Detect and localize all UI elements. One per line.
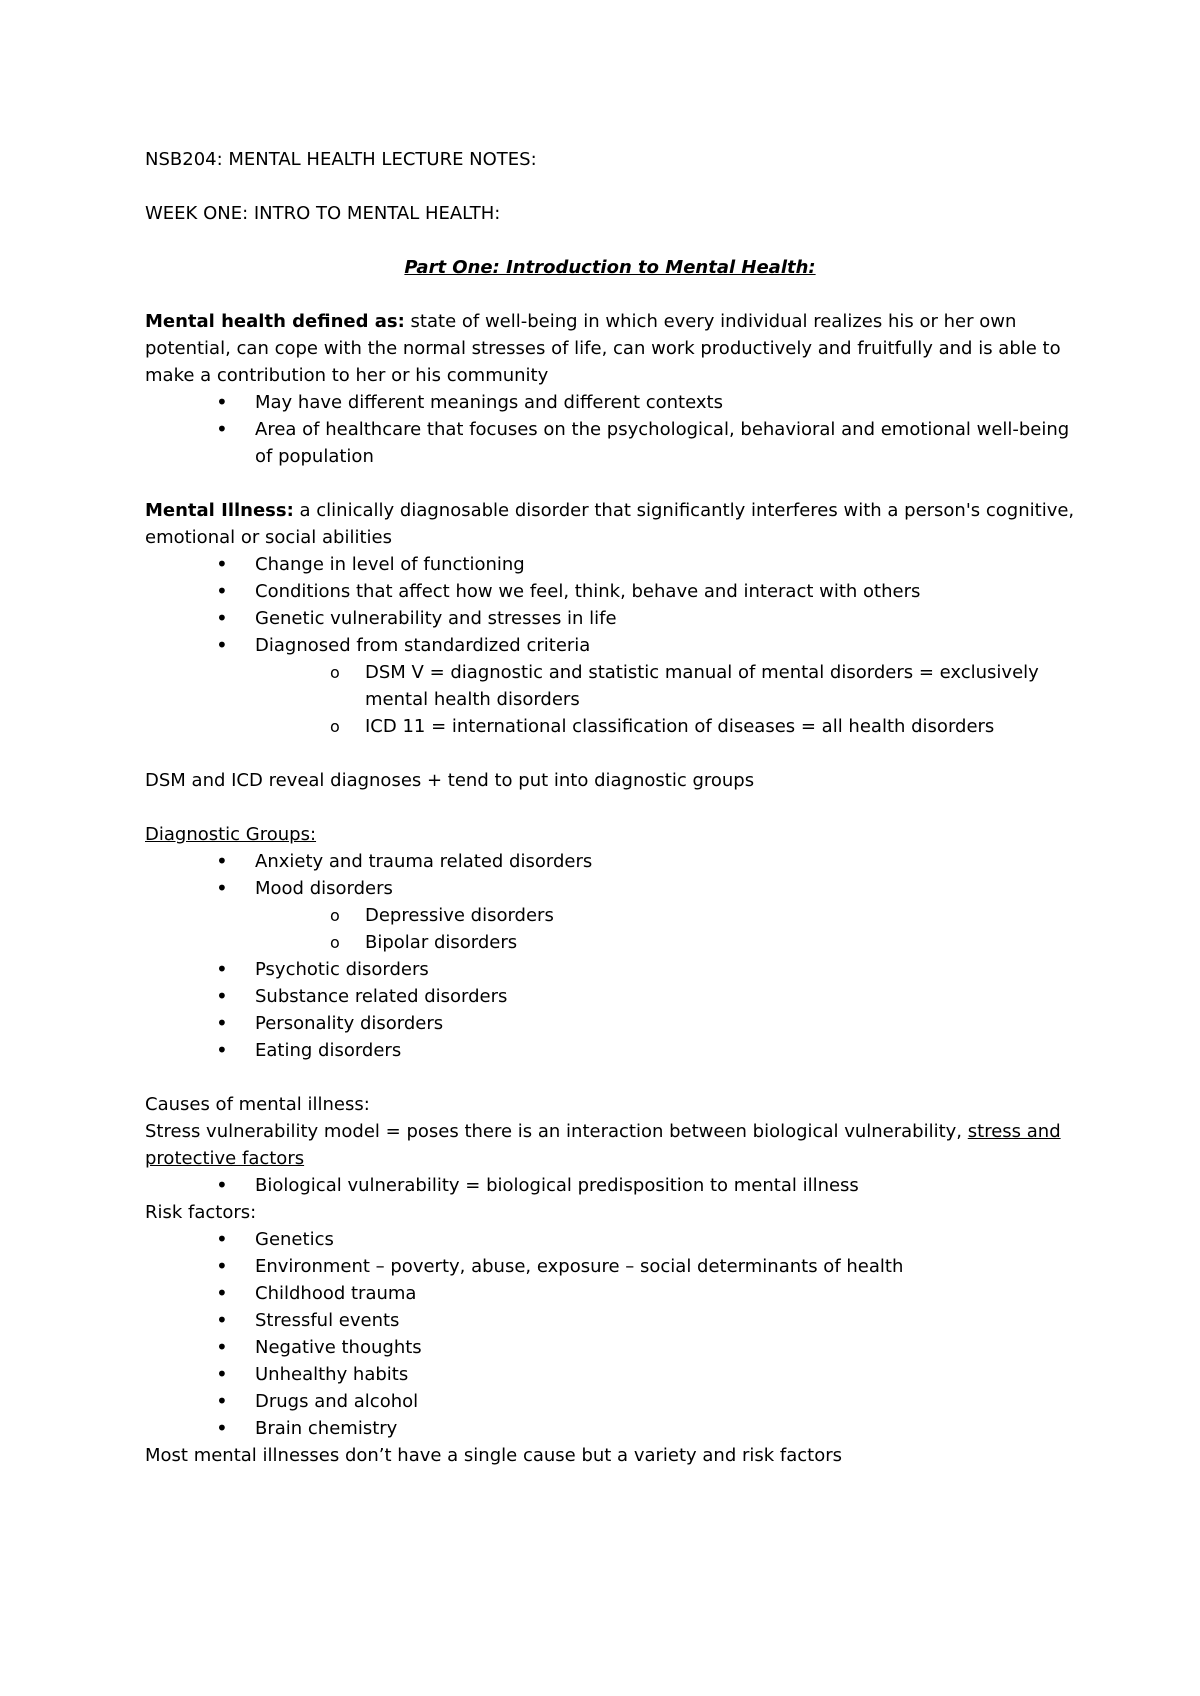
list-item: • Substance related disorders bbox=[145, 983, 1075, 1010]
biological-vulnerability-list bbox=[145, 1172, 1075, 1199]
classification-sub-bullets bbox=[145, 659, 1075, 740]
mental-illness-definition bbox=[145, 497, 1075, 551]
list-item: • Change in level of functioning bbox=[145, 551, 1075, 578]
list-item: • Psychotic disorders bbox=[145, 956, 1075, 983]
dsm-icd-line: DSM and ICD reveal diagnoses + tend to put into diagnostic groups bbox=[145, 770, 755, 791]
list-item: • Drugs and alcohol bbox=[145, 1388, 1075, 1415]
list-item: • Negative thoughts bbox=[145, 1334, 1075, 1361]
list-item: • Childhood trauma bbox=[145, 1280, 1075, 1307]
mental-health-definition bbox=[145, 308, 1075, 389]
mental-health-bullets bbox=[145, 389, 1075, 470]
list-item: • Stressful events bbox=[145, 1307, 1075, 1334]
risk-factors-heading: Risk factors: bbox=[145, 1202, 257, 1223]
list-item: • Mood disorders bbox=[145, 875, 1075, 902]
list-item: • Genetics bbox=[145, 1226, 1075, 1253]
closing-line: Most mental illnesses don’t have a single cause but a variety and risk factors bbox=[145, 1445, 843, 1466]
list-item: o ICD 11 = international classification of diseases = all health disorders bbox=[145, 713, 1075, 740]
stress-model-underlined: stress and protective factors bbox=[145, 1121, 1061, 1169]
course-title: NSB204: MENTAL HEALTH LECTURE NOTES: bbox=[145, 149, 537, 170]
list-item: o Bipolar disorders bbox=[145, 929, 1075, 956]
week-title: WEEK ONE: INTRO TO MENTAL HEALTH: bbox=[145, 203, 501, 224]
list-item: • Brain chemistry bbox=[145, 1415, 1075, 1442]
document-body bbox=[145, 146, 1075, 1469]
list-item: • Unhealthy habits bbox=[145, 1361, 1075, 1388]
list-item: o DSM V = diagnostic and statistic manual of mental disorders = exclusively mental health disorders bbox=[145, 659, 1075, 713]
stress-model-text: Stress vulnerability model = poses there is an interaction between biological vulnerability, bbox=[145, 1121, 968, 1142]
mental-health-label: Mental health defined as: bbox=[145, 311, 405, 332]
list-item: • Diagnosed from standardized criteria bbox=[145, 632, 1075, 659]
list-item: • Anxiety and trauma related disorders bbox=[145, 848, 1075, 875]
list-item: • Environment – poverty, abuse, exposure – social determinants of health bbox=[145, 1253, 1075, 1280]
list-item: o Depressive disorders bbox=[145, 902, 1075, 929]
list-item: • Eating disorders bbox=[145, 1037, 1075, 1064]
diagnostic-groups-list-continued bbox=[145, 956, 1075, 1064]
diagnostic-groups-list bbox=[145, 848, 1075, 902]
causes-heading: Causes of mental illness: bbox=[145, 1094, 370, 1115]
list-item: • Biological vulnerability = biological predisposition to mental illness bbox=[145, 1172, 1075, 1199]
mood-disorders-sub-list bbox=[145, 902, 1075, 956]
mental-health-text: state of well-being in which every individual realizes his or her own potential, can cope with the normal stresses of life, can work productively and fruitfully and is able to make a contribution to her or his community bbox=[145, 311, 1061, 386]
list-item: • Genetic vulnerability and stresses in life bbox=[145, 605, 1075, 632]
part-heading: Part One: Introduction to Mental Health: bbox=[404, 257, 816, 278]
list-item: • May have different meanings and different contexts bbox=[145, 389, 1075, 416]
diagnostic-groups-heading: Diagnostic Groups: bbox=[145, 824, 317, 845]
stress-vulnerability-model bbox=[145, 1118, 1075, 1172]
list-item: • Personality disorders bbox=[145, 1010, 1075, 1037]
mental-illness-label: Mental Illness: bbox=[145, 500, 294, 521]
risk-factors-list bbox=[145, 1226, 1075, 1442]
mental-illness-bullets bbox=[145, 551, 1075, 659]
mental-illness-text: a clinically diagnosable disorder that significantly interferes with a person's cognitive, emotional or social abilities bbox=[145, 500, 1075, 548]
list-item: • Conditions that affect how we feel, think, behave and interact with others bbox=[145, 578, 1075, 605]
list-item: • Area of healthcare that focuses on the psychological, behavioral and emotional well-being of population bbox=[145, 416, 1075, 470]
